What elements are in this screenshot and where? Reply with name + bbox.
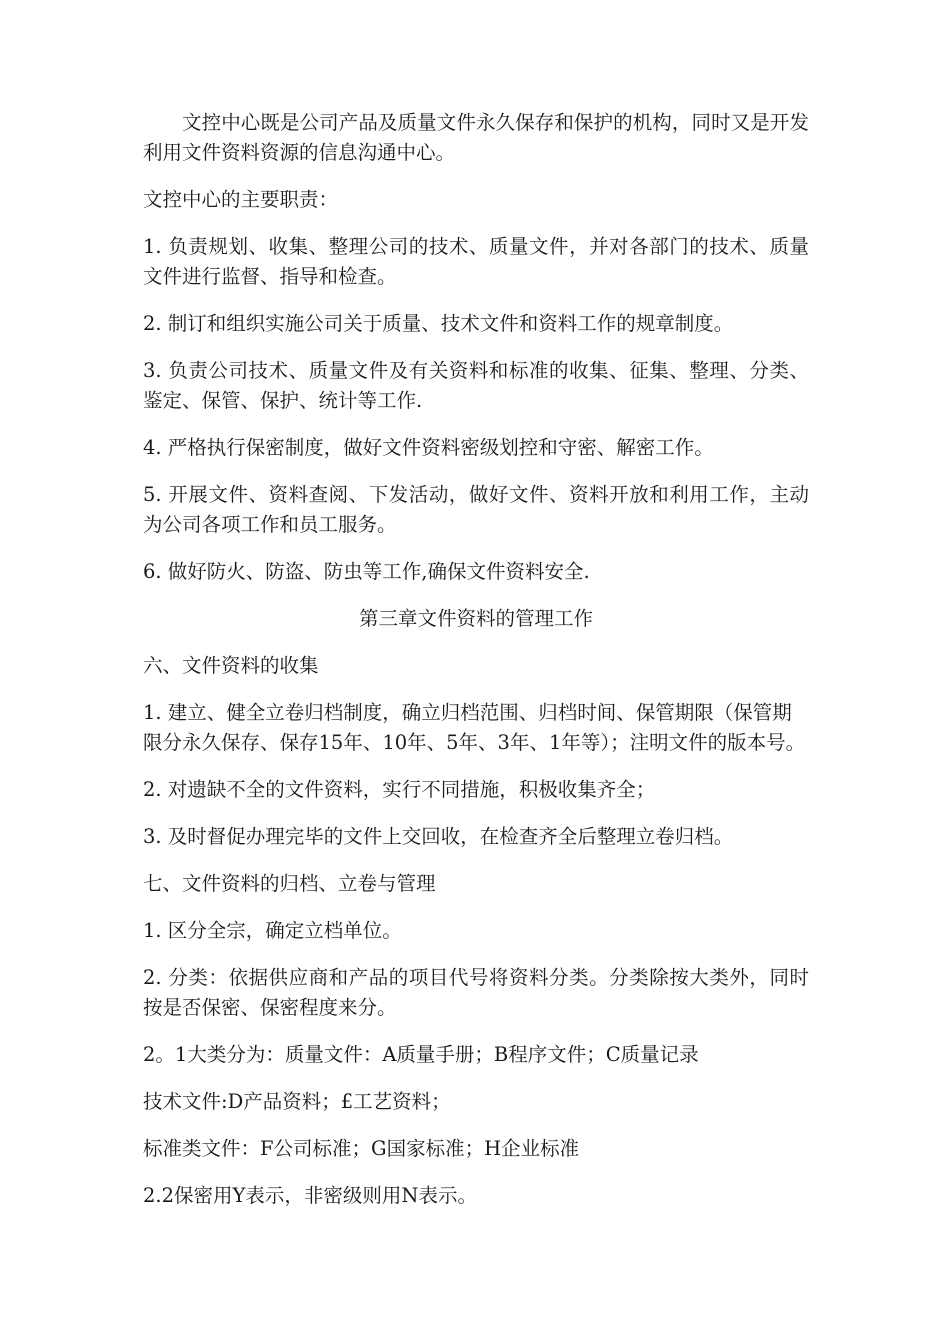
collection-item-1: 1. 建立、健全立卷归档制度，确立归档范围、归档时间、保管期限（保管期限分永久保存、保存15年、10年、5年、3年、1年等）；注明文件的版本号。 bbox=[143, 701, 806, 754]
archiving-item-1: 1. 区分全宗，确定立档单位。 bbox=[143, 919, 402, 942]
duties-heading: 文控中心的主要职责： bbox=[143, 188, 339, 211]
duty-item-2: 2. 制订和组织实施公司关于质量、技术文件和资料工作的规章制度。 bbox=[143, 312, 734, 335]
archiving-standard-docs: 标准类文件：F公司标准；G国家标准；H企业标准 bbox=[143, 1137, 580, 1160]
archiving-technical-docs: 技术文件:D产品资料；£工艺资料； bbox=[143, 1090, 451, 1113]
duty-item-5: 5. 开展文件、资料查阅、下发活动，做好文件、资料开放和利用工作，主动为公司各项工作和员工服务。 bbox=[143, 483, 809, 536]
intro-paragraph: 文控中心既是公司产品及质量文件永久保存和保护的机构，同时又是开发利用文件资料资源的信息沟通中心。 bbox=[143, 111, 809, 164]
duty-item-1: 1. 负责规划、收集、整理公司的技术、质量文件，并对各部门的技术、质量文件进行监督、指导和检查。 bbox=[143, 235, 809, 288]
duty-item-6: 6. 做好防火、防盗、防虫等工作,确保文件资料安全. bbox=[143, 560, 590, 583]
duty-item-3: 3. 负责公司技术、质量文件及有关资料和标准的收集、征集、整理、分类、鉴定、保管、保护、统计等工作. bbox=[143, 359, 809, 412]
collection-item-3: 3. 及时督促办理完毕的文件上交回收，在检查齐全后整理立卷归档。 bbox=[143, 825, 734, 848]
archiving-item-2-1: 2。1大类分为：质量文件：A质量手册；B程序文件；C质量记录 bbox=[143, 1043, 699, 1066]
chapter-title: 第三章文件资料的管理工作 bbox=[358, 607, 593, 630]
archiving-item-2-2: 2.2保密用Y表示，非密级则用N表示。 bbox=[143, 1184, 477, 1207]
duty-item-4: 4. 严格执行保密制度，做好文件资料密级划控和守密、解密工作。 bbox=[143, 436, 714, 459]
section-heading-archiving: 七、文件资料的归档、立卷与管理 bbox=[143, 872, 436, 895]
section-heading-collection: 六、文件资料的收集 bbox=[143, 654, 319, 677]
document-body bbox=[143, 108, 809, 1228]
archiving-item-2: 2. 分类：依据供应商和产品的项目代号将资料分类。分类除按大类外，同时按是否保密、保密程度来分。 bbox=[143, 966, 809, 1019]
collection-item-2: 2. 对遗缺不全的文件资料，实行不同措施，积极收集齐全； bbox=[143, 778, 656, 801]
